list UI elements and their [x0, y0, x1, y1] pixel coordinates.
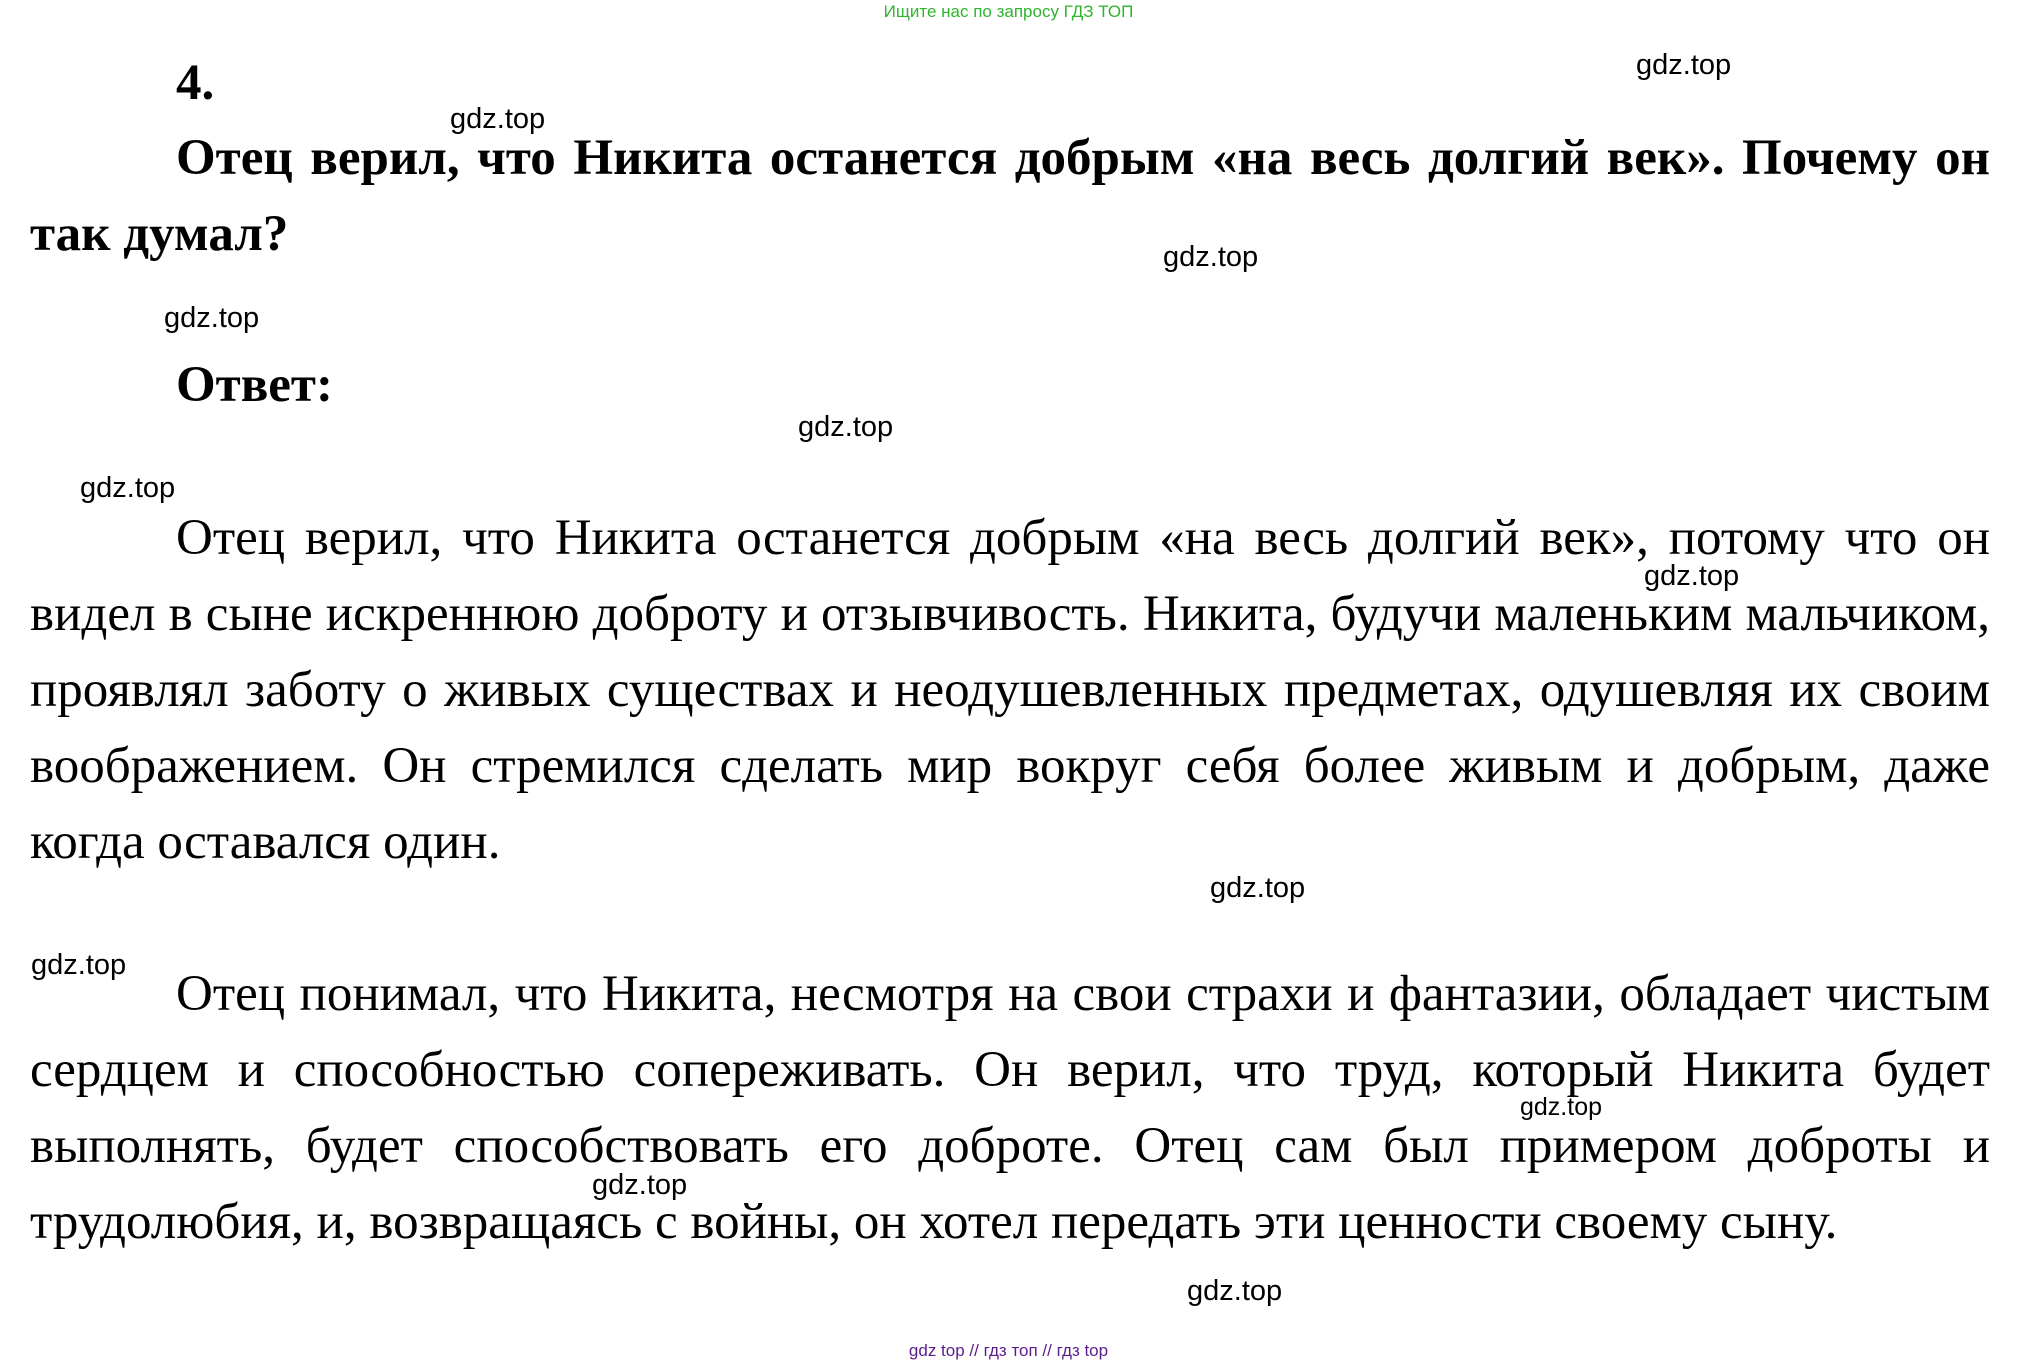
watermark: gdz.top	[164, 302, 260, 334]
footer-links: gdz top // гдз топ // гдз top	[908, 1341, 1109, 1360]
answer-label: Ответ:	[176, 357, 333, 413]
answer-paragraph-2: Отец понимал, что Никита, несмотря на свои страхи и фантазии, обладает чистым сердцем и способностью сопереживать. Он верил, что труд, который Никита будет выполнять, будет способствовать его доброте. Отец сам был примером доброты и трудолюбия, и, возвращаясь с войны, он хотел передать эти ценности своему сыну.	[30, 966, 1990, 1250]
watermark: gdz.top	[80, 472, 176, 504]
watermark: gdz.top	[1644, 560, 1740, 592]
watermark: gdz.top	[31, 949, 127, 981]
watermark: gdz.top	[450, 103, 546, 135]
watermark: gdz.top	[798, 411, 894, 443]
watermark: gdz.top	[1636, 49, 1732, 81]
task-number: 4.	[176, 55, 215, 111]
search-banner: Ищите нас по запросу ГДЗ ТОП	[883, 2, 1134, 21]
watermark: gdz.top	[1163, 241, 1259, 273]
answer-paragraph-1: Отец верил, что Никита останется добрым «на весь долгий век», потому что он видел в сыне искреннюю доброту и отзывчивость. Никита, будучи маленьким мальчиком, проявлял заботу о живых существах и неодушевленных предметах, одушевляя их своим воображением. Он стремился сделать мир вокруг себя более живым и добрым, даже когда оставался один.	[30, 510, 1990, 870]
watermark: gdz.top	[1210, 872, 1306, 904]
watermark: gdz.top	[1187, 1275, 1283, 1307]
watermark: gdz.top	[1520, 1093, 1603, 1121]
watermark: gdz.top	[592, 1169, 688, 1201]
task-question: Отец верил, что Никита останется добрым «на весь долгий век». Почему он так думал?	[30, 130, 1990, 262]
